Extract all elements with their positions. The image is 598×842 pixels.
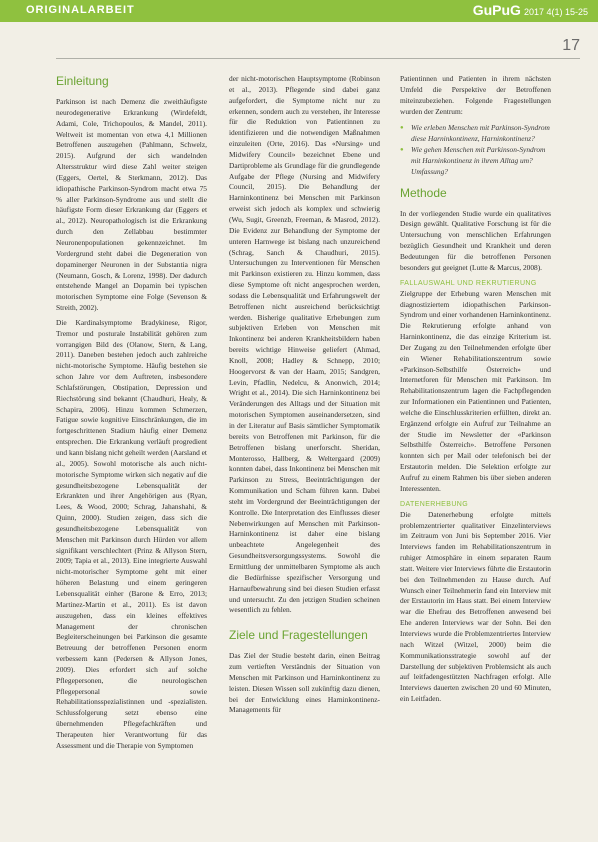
section-label: ORIGINALARBEIT: [26, 4, 135, 16]
page-number: 17: [562, 37, 580, 54]
journal-name: GuPuG: [472, 2, 521, 18]
question-list: [400, 123, 551, 177]
column-middle: [229, 74, 380, 720]
paragraph: Patientinnen und Patienten in ihrem nächsten Umfeld die Perspektive der Betroffenen miteinzubeziehen. Folgende Fragestellungen wurden der Zentrum:: [400, 74, 551, 116]
journal-info: [473, 2, 588, 20]
paragraph: Zielgruppe der Erhebung waren Menschen mit diagnostiziertem idiopathischen Parkinson-Syndrom und einer vorhandenen Harninkontinenz. Die Rekrutierung erfolgte anhand von Harninkontinenz, die das einzige Kriterium ist. Der Zugang zu den Teilnehmenden erfolgte über ein Wiener Rehabilitationszentrum sowie «Parkinson-Selbsthilfe Österreich» und Internetforen für Menschen mit Parkinson. Im Rehabilitationszentrum lagen die Fachpflegenden zur Informationen ein Patientinnen und Patienten, welche die Einschlusskriterien erfüllten, direkt an. Ergänzend erfolgte ein Aufruf zur Teilnahme an der Studie im Newsletter der «Parkinson Selbsthilfe Österreich». Betroffene Personen konnten sich per Mail oder telefonisch bei der Erstautorin melden. Die Selektion erfolgte zur Aufruf zu einem Rahmen bis über sieben anderen Interessenten.: [400, 288, 551, 493]
column-left: [56, 74, 207, 756]
header-rule: [56, 58, 580, 59]
journal-volume: 2017 4(1) 15-25: [523, 7, 588, 17]
paragraph: Die Datenerhebung erfolgte mittels problemzentrierter qualitativer Einzelinterviews im Zeitraum von Juni bis September 2016. Vier Interviews fanden im Rehabilitationszentrum in ruhiger Atmosphäre in einem separaten Raum statt. Weitere vier Interviews führte die Erstautorin bei den Teilnehmenden zu Hause durch. Auf Wunsch einer Teilnehmerin fand ein Interview mit der Erstautorin im Haus statt. Bei einem Interview war die Ehefrau des Betroffenen anwesend bei Ehe anderen Interviews war der Sohn. Bei den Interviews wurde die Problemzentriertes Interview nach Witzel (Witzel, 2000) beim die Kommunikationsstrategie sowohl auf der Darstellung der subjektiven Problemsicht als auch auf leitfadengestützten Nachfragen erfolgt. Alle Interviews dauerten zwischen 20 und 60 Minuten, ein Leitfaden.: [400, 509, 551, 704]
paragraph: der nicht-motorischen Hauptsymptome (Robinson et al., 2013). Pflegende sind dabei ganz aufgefordert, die Symptome nicht nur zu erkennen, sondern auch zu verstehen, ihr Interesse für die Reduktion von Patientinnen zu identifizieren und die notwendigen Maßnahmen einzuleiten (Orte, 2016). Das «Nursing» und Midwifery Council» bezeichnet Ebene und Dartiprobleme als Grundlage für die grundlegende Aufgabe der Pflege (Nursing and Midwifery Council, 2015). Die Behandlung der Harninkontinenz bei Menschen mit Parkinson erweist sich jedoch als komplex und schwierig (Wu, Sugit, Greenzb, Freeman, & Masrod, 2012). Die Evidenz zur Behandlung der Symptome der unteren Harnwege ist bislang nach unzureichend (Schrag, Sanch & Chaudhuri, 2015). Untersuchungen zu Interventionen für Menschen mit Parkinson existieren zu. Hinzu kommen, dass diese Symptome oft nicht angesprochen werden, sodass die Lebensqualität und Erfahrungswelt der Betroffenen nicht ausreichend berücksichtigt werden. Bisherige qualitative Erhebungen zum subjektiven Erleben von Menschen mit Inkontinenz bei anderen Krankheitsbildern haben bereits wichtige Hinweise geliefert (Ahmad, Knoll, 2008; Hadley & Schnepp, 2010; Hoogervorst & van der Haam, 2015; Sandgren, Levin, Pfadlin, Nedelcu, & Anonwich, 2014; Wright et al., 2014). Die sich Harninkontinenz bei Veränderungen des Alltags und der Situation mit motorischen Symptomen auseinandersetzen, sind in der Literatur auf Basis sämtlicher Symptomatik bereits von Betroffenen mit Parkinson, für die Betroffenen bislang unerforscht. Sheridan, Monterosso, Hallberg, & Weltergaard (2009) konnten dabei, dass Inkontinenz bei Menschen mit Parkinson zu Stress, Beeinträchtigungen der Kommunikation und Scham führen kann. Dabei steht im Vordergrund der Beeinträchtigungen der Kontrolle. Die Interpretation des Einflusses dieser Nebenwirkungen auf Menschen mit Parkinson-Harninkontinenz ist daher eine bislang unbeachtete Angelegenheit des Gesundheitsversorgungssystems. Sowohl die Ermittlung der unmittelbaren Symptome als auch die Bedürfnisse spezifischer Versorgung und Harnaufbewahrung sind bei diesen Studien erfasst und untersucht. Zu den jetzigen Studien scheinen wesentlich zu fehlen.: [229, 74, 380, 615]
list-item: ● Wie gehen Menschen mit Parkinson-Syndrom mit Harninkontinenz in ihrem Alltag um? Umfassung?: [400, 145, 551, 178]
list-item: ● Wie erleben Menschen mit Parkinson-Syndrom diese Harninkontinenz, Harninkontinenz?: [400, 123, 551, 145]
subheading-fallauswahl: FALLAUSWAHL UND REKRUTIERUNG: [400, 279, 537, 287]
paragraph: In der vorliegenden Studie wurde ein qualitatives Design gewählt. Qualitative Forschung ist für die Untersuchung von menschlichen Erfahrungen bezüglich Gesundheit und Krankheit und deren Bedeutungen für die betroffenen Personen besonders gut geeignet (Lutte & Marcus, 2008).: [400, 208, 551, 272]
heading-ziele: Ziele und Fragestellungen: [229, 628, 368, 643]
column-right: [400, 74, 551, 709]
paragraph: Parkinson ist nach Demenz die zweithäufigste neurodegenerative Erkrankung (Wirdefeldt, Adami, Cole, Trichopoulos, & Mandel, 2011). Weltweit ist momentan von etwa 4,1 Millionen Betroffenen auszugehen (Pahlmann, Schwelz, 2015). Aufgrund der sich wandelnden Altersstruktur wird diese Zahl weiter steigen (Eggers, Oertel, & Sterkmann, 2012). Das idiopathische Parkinson-Syndrom macht etwa 75 % aller Parkinson-Syndrome aus und stellt die häufigste Form dieser Erkrankung dar (Eggers et al., 2012). Neuropathologisch ist die Erkrankung durch den Zellabbau bestimmter Neuronenpopulationen gekennzeichnet. Im Vordergrund steht dabei die Degeneration von dopaminerger Neuronen in der Substantia nigra (Neumann, Gosch, & Lorenz, 1998). Der dadurch entstehende Mangel an Dopamin bei typischen motorischen Symptome eine Folge (Sevenson & Streith, 2002).: [56, 97, 207, 313]
header-bar: [0, 0, 598, 22]
paragraph: Die Kardinalsymptome Bradykinese, Rigor, Tremor und posturale Instabilität gehören zum vorrangigen Bild des (Olanow, Stern, & Lang, 2011). Daneben bestehen jedoch auch zahlreiche nicht-motorische Symptome. Häufig bestehen sie schon Jahre vor dem Auftreten, insbesondere Schlafstörungen, Obstipation, Depression und Riechstörung sind bekannt (Chaudhuri, Healy, & Schapira, 2006). Hinzu kommen Schmerzen, Fatigue sowie kognitive Einschränkungen, die im fortgeschrittenen Stadium häufig einer Demenz entsprechen. Die Erkrankung verläuft progredient und kann bislang nicht geheilt werden (Aarsland et al., 2005). Sowohl motorische als auch nicht-motorische Symptome wirken sich negativ auf die gesundheitsbezogene Lebensqualität der Erkrankten und ihrer Angehörigen aus (Ryan, Lees, & Wood, 2000; Schrag, Jahanshahi, & Quinn, 2000). Studien zeigen, dass sich die gesundheitsbezogene Lebensqualität von Menschen mit Parkinson durch Hürden vor allem signifikant verschlechtert (Prinz & Allyson Stern, 2009; Tapia et al., 2013). Eine integrierte Auswahl nicht-motorischer Symptome geht mit einer höheren Belastung und einem geringeren Lebensqualität einher (Barone & Erro, 2013; Martinez-Martin et al., 2011). Es ist davon auszugehen, dass ein kleines effektives Management der chronischen Begleiterscheinungen bei Parkinson die gesamte Betreuung der betroffenen Personen enorm verbessern kann (Pedersen & Allyson Jones, 2009). Dies erfordert sich auf solche Pflegepersonen, die neurologischen Pflegepersonal sowie Rehabilitationsspezialistinnen und -spezialisten. Schlussfolgerung setzt ebenso eine übernehmenden Pflegefachkräften und Therapeuten hier Verantwortung für das Assessment und die Therapie von Symptomen: [56, 317, 207, 750]
heading-methode: Methode: [400, 185, 447, 200]
heading-einleitung: Einleitung: [56, 74, 109, 88]
subheading-datenerhebung: DATENERHEBUNG: [400, 500, 469, 508]
paragraph: Das Ziel der Studie besteht darin, einen Beitrag zum vertieften Verständnis der Situation von Menschen mit Parkinson und Harninkontinenz zu leisten. Diesen Wissen soll zukünftig dazu dienen, bei der Entwicklung eines Harninkontinenz-Managements für: [229, 651, 380, 715]
